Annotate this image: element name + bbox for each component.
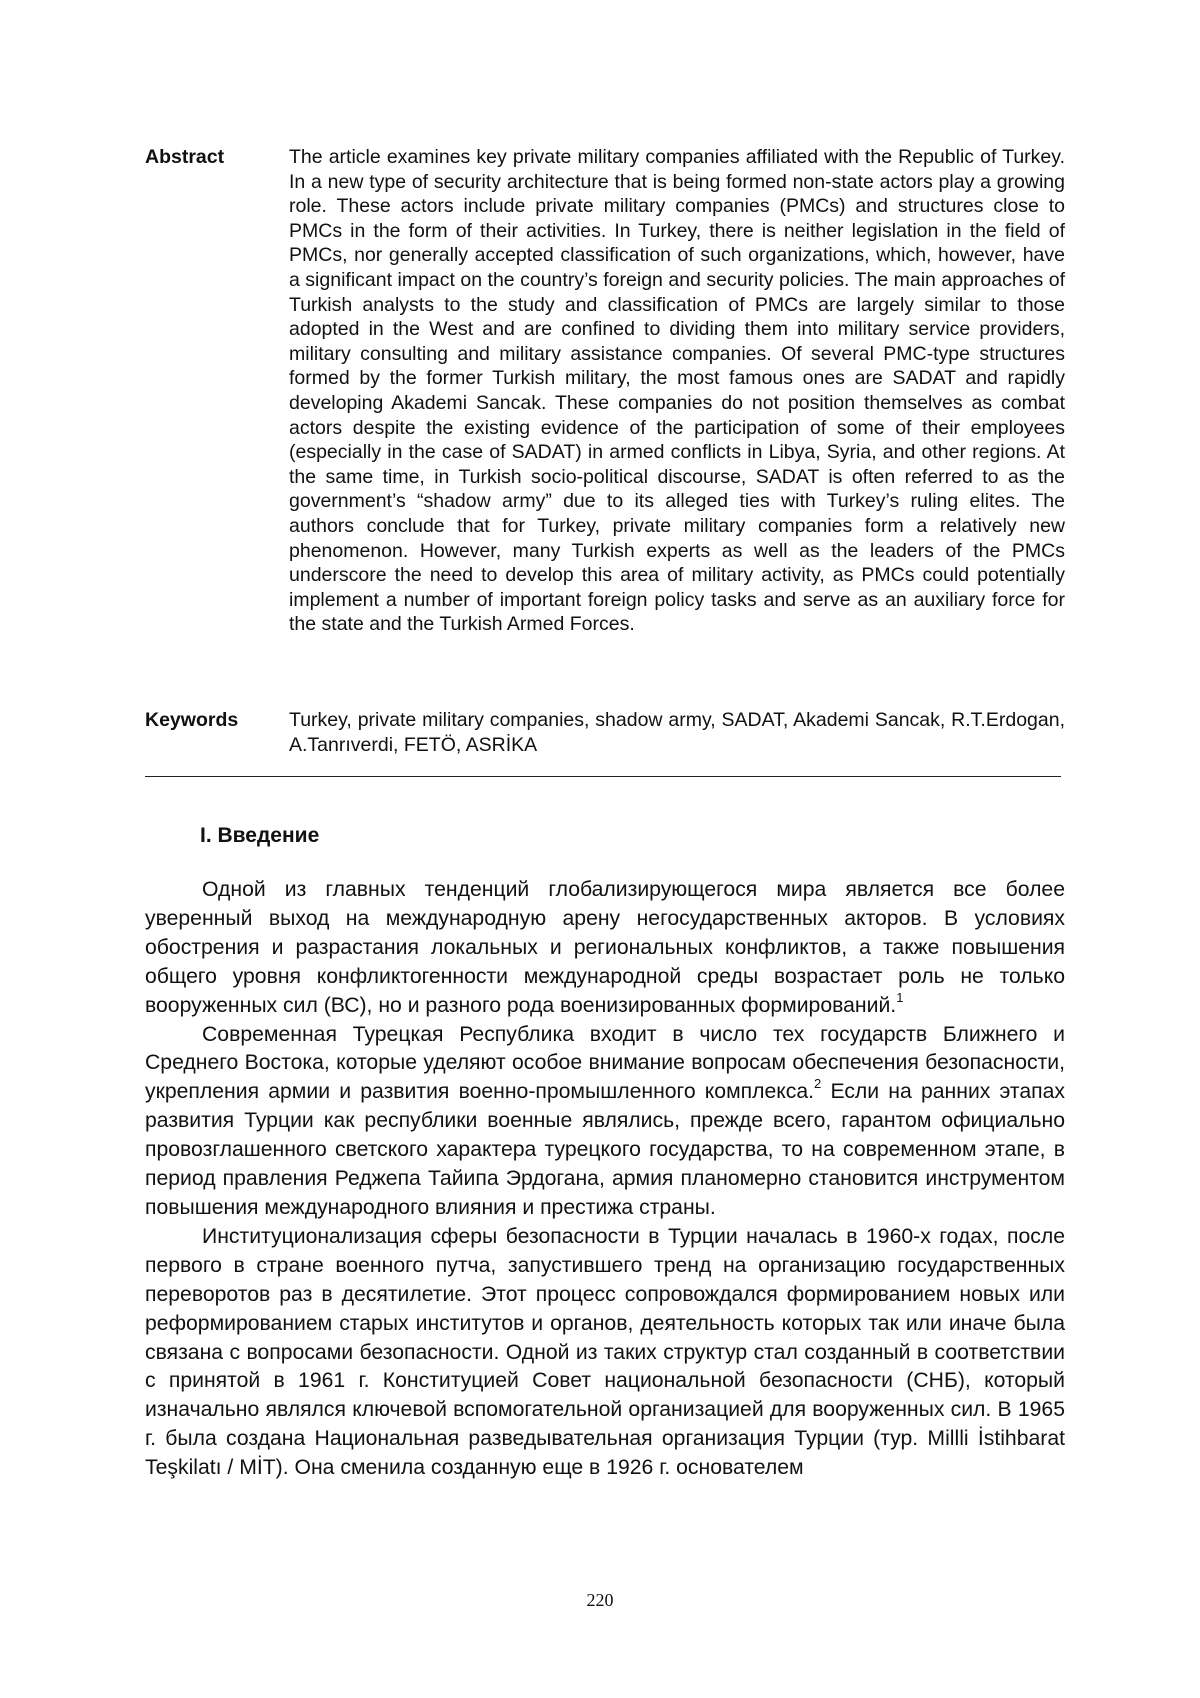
abstract-text: The article examines key private military companies affiliated with the Republic of Turkey. In a new type of security architecture that is being formed non-state actors play a growing role. These actors include private military companies (PMCs) and structures close to PMCs in the form of their activities. In Turkey, there is neither legislation in the field of PMCs, nor generally accepted classification of such organizations, which, however, have a significant impact on the country’s foreign and security policies. The main approaches of Turkish analysts to the study and classification of PMCs are largely similar to those adopted in the West and are confined to dividing them into military service providers, military consulting and military assistance companies. Of several PMC-type structures formed by the former Turkish military, the most famous ones are SADAT and rapidly developing Akademi Sancak. These companies do not position themselves as combat actors despite the existing evidence of the participation of some of their employees (especially in the case of SADAT) in armed conflicts in Libya, Syria, and other regions. At the same time, in Turkish socio-political discourse, SADAT is often referred to as the government’s “shadow army” due to its alleged ties with Turkey’s ruling elites. The authors conclude that for Turkey, private military companies form a relatively new phenomenon. However, many Turkish experts as well as the leaders of the PMCs underscore the need to develop this area of military activity, as PMCs could potentially implement a number of important foreign policy tasks and serve as an auxiliary force for the state and the Turkish Armed Forces. — [289, 146, 1065, 636]
paragraph-text: Одной из главных тенденций глобализирующегося мира является все более уверенный выход на международную арену негосударственных акторов. В условиях обострения и разрастания локальных и региональных конфликтов, а также повышения общего уровня конфликтогенности международной среды возрастает роль не только вооруженных сил (ВС), но и разного рода военизированных формирований. — [145, 878, 1065, 1017]
paragraph-text: Институционализация сферы безопасности в Турции началась в 1960-х годах, после первого в стране военного путча, запустившего тренд на организацию государственных переворотов раз в десятилетие. Этот процесс сопровождался формированием новых или реформированием старых институтов и органов, деятельность которых так или иначе была связана с вопросами безопасности. Одной из таких структур стал созданный в соответствии с принятой в 1961 г. Конституцией Совет национальной безопасности (СНБ), который изначально являлся ключевой вспомогательной организацией для вооруженных сил. В 1965 г. была создана Национальная разведывательная организация Турции (тур. Millli İstihbarat Teşkilatı / MİT). Она сменила созданную еще в 1926 г. основателем — [145, 1224, 1065, 1480]
footnote-marker: 2 — [814, 1076, 822, 1092]
section-heading: I. Введение — [200, 824, 320, 847]
keywords-label: Keywords — [145, 709, 239, 731]
paragraph-2 — [145, 1021, 1065, 1223]
keywords-text: Turkey, private military companies, shadow army, SADAT, Akademi Sancak, R.T.Erdogan, A.Tanrıverdi, FETÖ, ASRİKA — [289, 709, 1065, 756]
paragraph-1 — [145, 876, 1065, 1021]
paragraph-3 — [145, 1223, 1065, 1483]
page-number: 220 — [586, 1590, 614, 1610]
separator-line — [145, 776, 1061, 777]
abstract-block — [145, 145, 1065, 637]
paragraph-text: Современная Турецкая Республика входит в число тех государств Ближнего и Среднего Востока, которые уделяют особое внимание вопросам обеспечения безопасности, укрепления армии и развития военно-промышленного комплекса. — [145, 1022, 1065, 1104]
abstract-label: Abstract — [145, 146, 225, 168]
keywords-block — [145, 708, 1065, 757]
footnote-marker: 1 — [896, 989, 904, 1005]
body-text — [145, 876, 1065, 1483]
paragraph-text-continued: Если на ранних этапах развития Турции как республики военные являлись, прежде всего, гарантом официально провозглашенного светского характера турецкого государства, то на современном этапе, в период правления Реджепа Тайипа Эрдогана, армия планомерно становится инструментом повышения международного влияния и престижа страны. — [145, 1080, 1065, 1219]
